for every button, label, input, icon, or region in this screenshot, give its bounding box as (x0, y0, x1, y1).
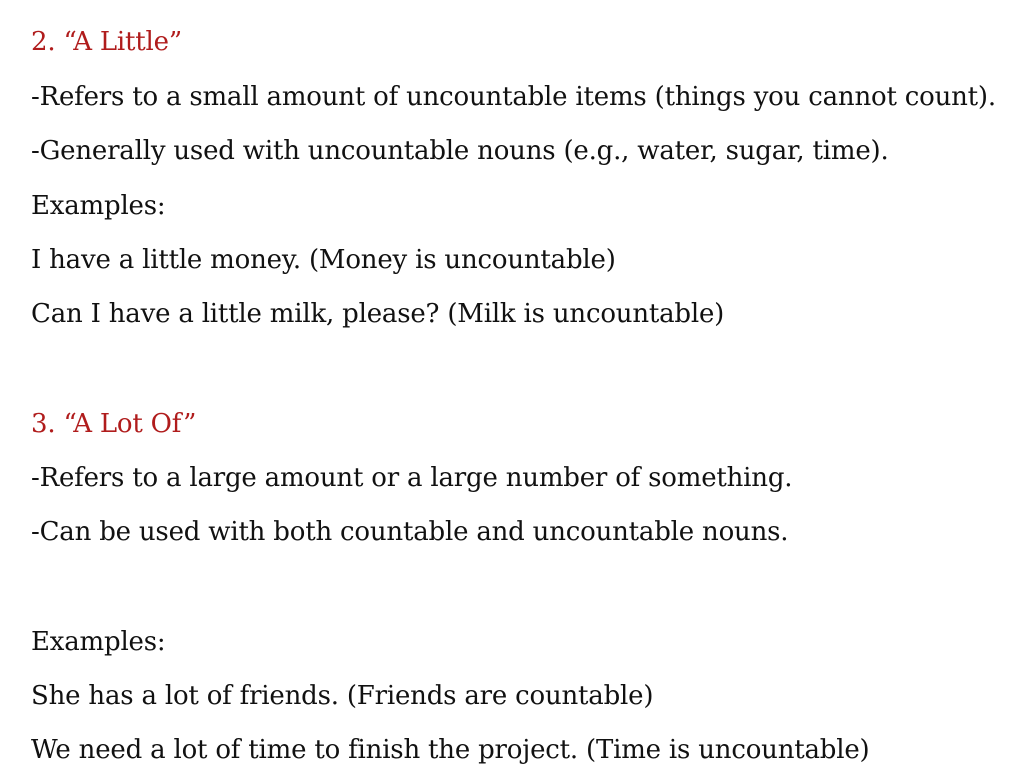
example-line: I have a little money. (Money is uncountable) (31, 245, 616, 275)
heading-a-little: 2. “A Little” (31, 27, 182, 57)
example-line: Can I have a little milk, please? (Milk is uncountable) (31, 299, 725, 329)
heading-a-lot-of: 3. “A Lot Of” (31, 409, 197, 439)
examples-label: Examples: (31, 627, 166, 657)
definition-line: -Refers to a small amount of uncountable items (things you cannot count). (31, 82, 996, 112)
usage-line: -Generally used with uncountable nouns (e.g., water, sugar, time). (31, 136, 889, 166)
definition-line: -Refers to a large amount or a large number of something. (31, 463, 793, 493)
example-line: She has a lot of friends. (Friends are countable) (31, 681, 654, 711)
usage-line: -Can be used with both countable and uncountable nouns. (31, 517, 789, 547)
examples-label: Examples: (31, 191, 166, 221)
example-line: We need a lot of time to finish the project. (Time is uncountable) (31, 735, 870, 765)
